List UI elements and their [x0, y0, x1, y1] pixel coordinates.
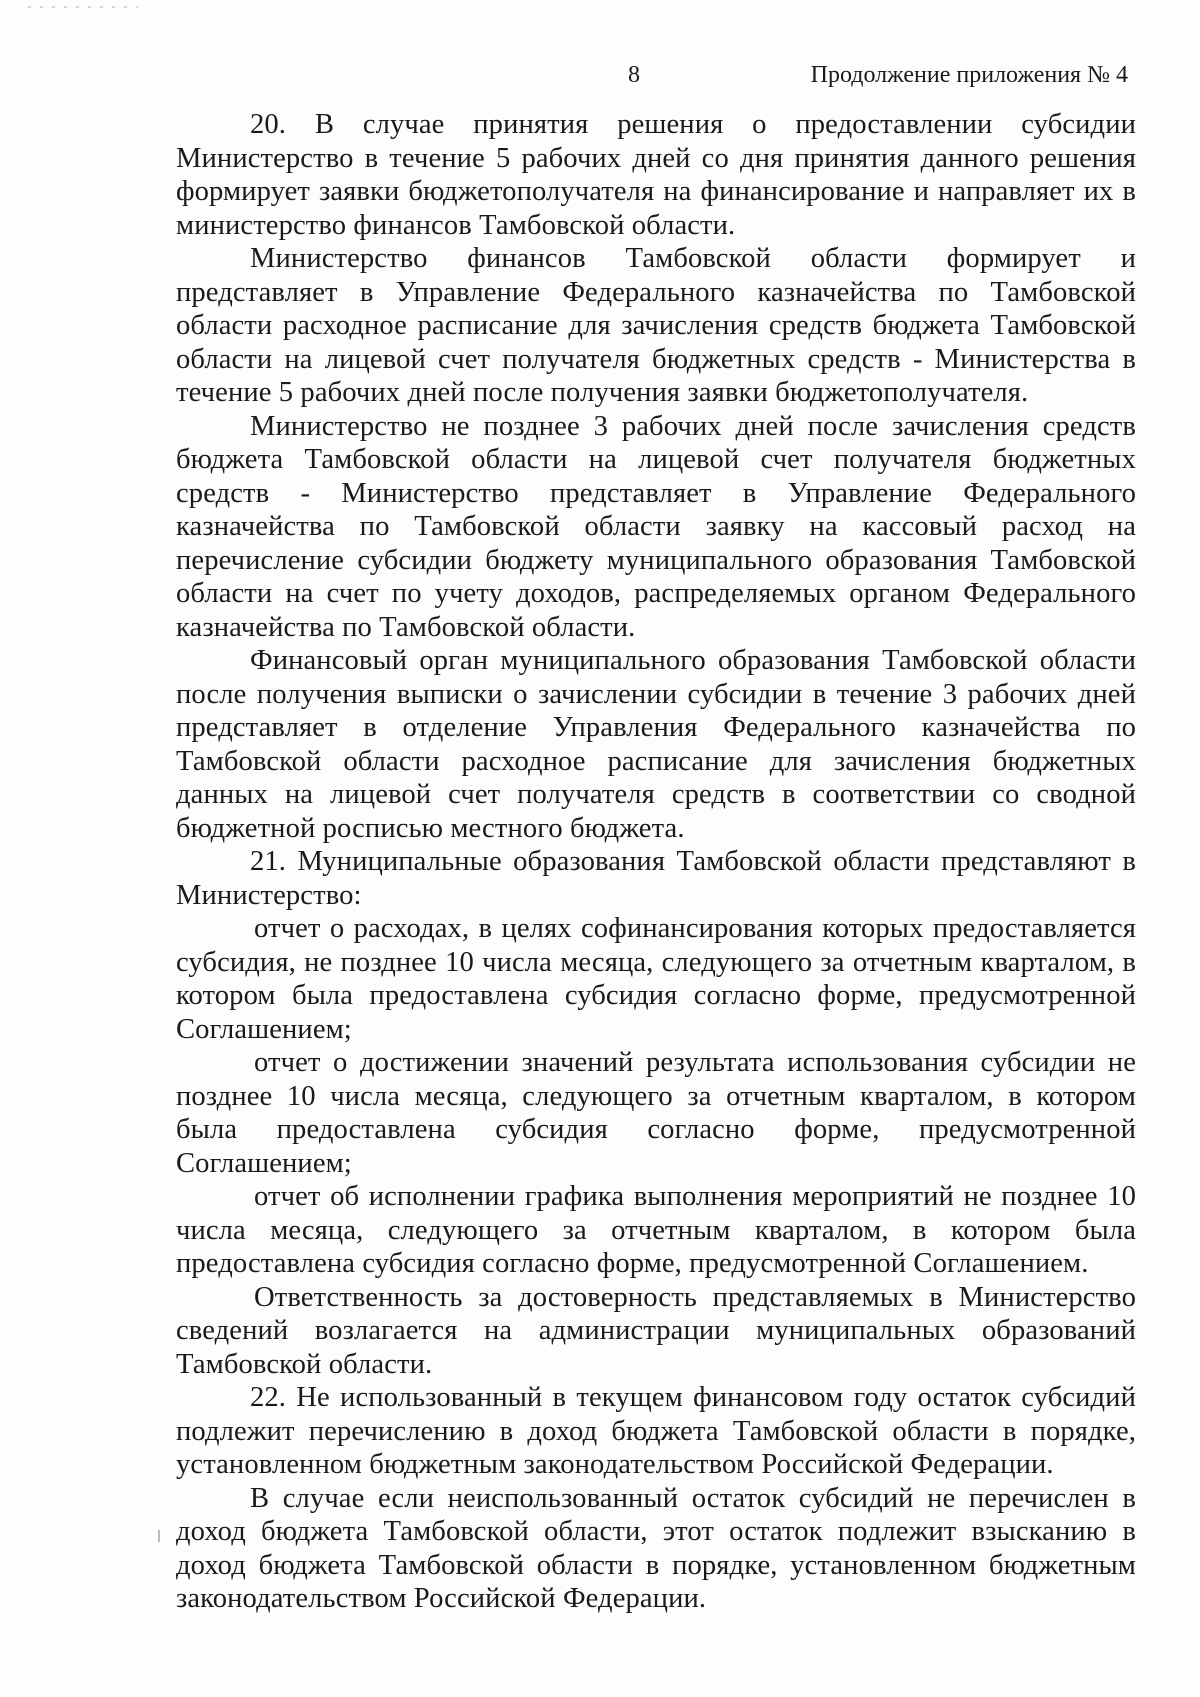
- paragraph-21-responsibility: Ответственность за достоверность представляемых в Министерство сведений возлагается на администрации муниципальных образований Тамбовской области.: [176, 1281, 1136, 1380]
- page-number: 8: [628, 62, 640, 88]
- paragraph-21-result-report: отчет о достижении значений результата использования субсидии не позднее 10 числа месяца, следующего за отчетным кварталом, в котором была предоставлена субсидия согласно форме, предусмотренной Соглашением;: [176, 1047, 1136, 1179]
- paragraph-20-3: Министерство не позднее 3 рабочих дней после зачисления средств бюджета Тамбовской области на лицевой счет получателя бюджетных средств - Министерство представляет в Управление Федерального казначейства по Тамбовской области заявку на кассовый расход на перечисление субсидии бюджету муниципального образования Тамбовской области на счет по учету доходов, распределяемых органом Федерального казначейства по Тамбовской области.: [176, 410, 1136, 643]
- paragraph-21-expense-report: отчет о расходах, в целях софинансирования которых предоставляется субсидия, не позднее 10 числа месяца, следующего за отчетным кварталом, в котором была предоставлена субсидия согласно форме, предусмотренной Соглашением;: [176, 913, 1136, 1045]
- paragraph-20-2: Министерство финансов Тамбовской области формирует и представляет в Управление Федерального казначейства по Тамбовской области расходное расписание для зачисления средств бюджета Тамбовской области на лицевой счет получателя бюджетных средств - Министерства в течение 5 рабочих дней после получения заявки бюджетополучателя.: [176, 243, 1136, 408]
- paragraph-21-schedule-report: отчет об исполнении графика выполнения мероприятий не позднее 10 числа месяца, следующего за отчетным кварталом, в котором была предоставлена субсидия согласно форме, предусмотренной Соглашением.: [176, 1181, 1136, 1279]
- paragraph-20-1: 20. В случае принятия решения о предоставлении субсидии Министерство в течение 5 рабочих дней со дня принятия данного решения формирует заявки бюджетополучателя на финансирование и направляет их в министерство финансов Тамбовской области.: [176, 109, 1136, 241]
- appendix-continuation-note: Продолжение приложения № 4: [810, 62, 1128, 88]
- paragraph-21-intro: 21. Муниципальные образования Тамбовской области представляют в Министерство:: [176, 846, 1136, 911]
- margin-mark: [158, 1530, 160, 1542]
- paragraph-22-1: 22. Не использованный в текущем финансовом году остаток субсидий подлежит перечислению в доход бюджета Тамбовской области в порядке, установленном бюджетным законодательством Российской Федерации.: [176, 1382, 1136, 1480]
- scan-artifact: [28, 6, 138, 8]
- paragraph-20-4: Финансовый орган муниципального образования Тамбовской области после получения выписки о зачислении субсидии в течение 3 рабочих дней представляет в отделение Управления Федерального казначейства по Тамбовской области расходное расписание для зачисления бюджетных данных на лицевой счет получателя средств в соответствии со сводной бюджетной росписью местного бюджета.: [176, 645, 1136, 844]
- paragraph-22-2: В случае если неиспользованный остаток субсидий не перечислен в доход бюджета Тамбовской области, этот остаток подлежит взысканию в доход бюджета Тамбовской области в порядке, установленном бюджетным законодательством Российской Федерации.: [176, 1482, 1136, 1614]
- document-body: [176, 108, 1136, 1616]
